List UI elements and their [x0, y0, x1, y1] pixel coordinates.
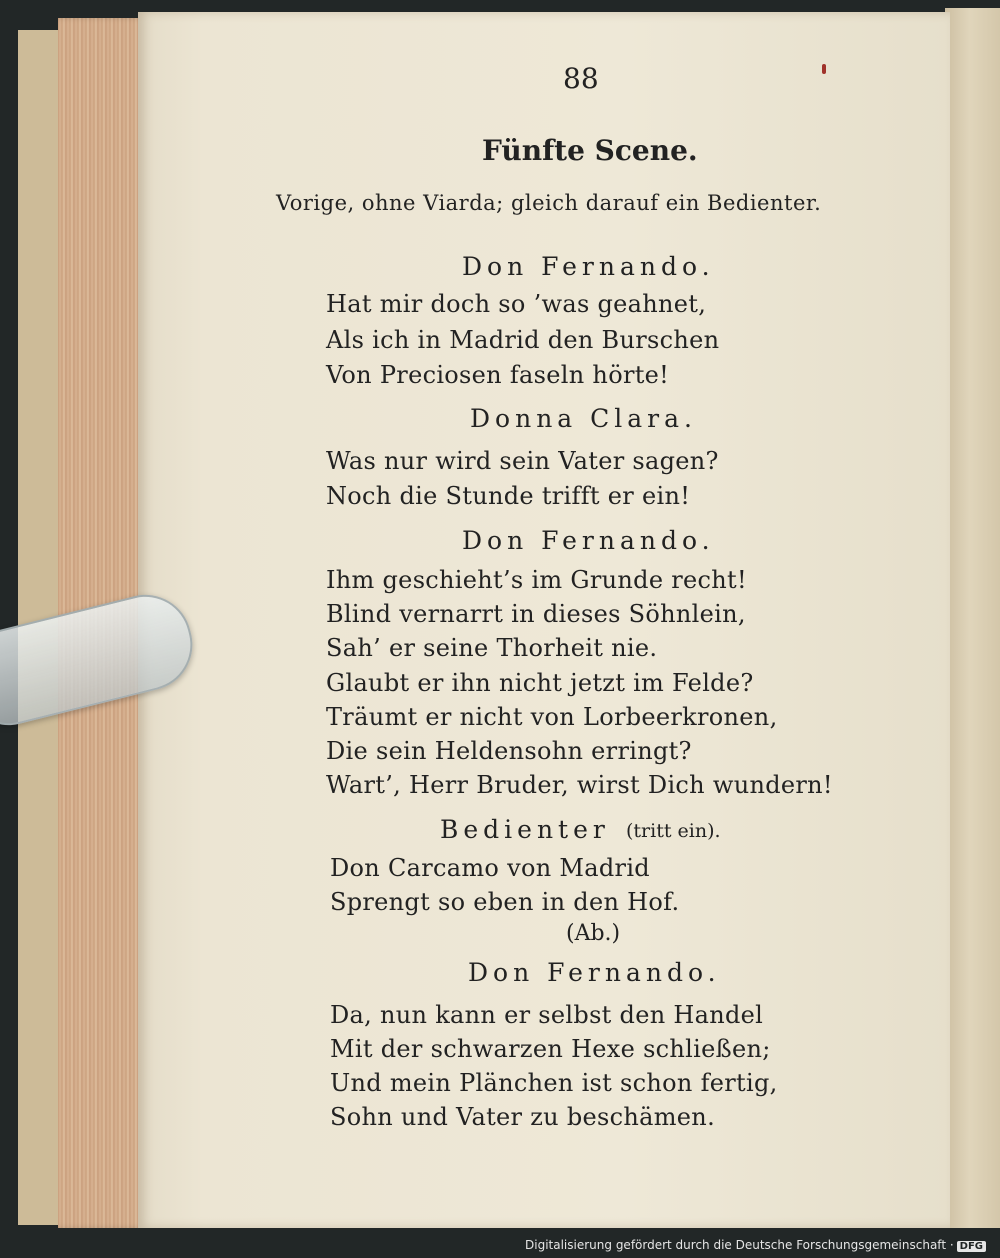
- verse-line: Da, nun kann er selbst den Handel: [330, 1001, 764, 1029]
- ink-mark: [822, 64, 826, 74]
- verse-line: Sprengt so eben in den Hof.: [330, 888, 680, 916]
- verse-line: Mit der schwarzen Hexe schließen;: [330, 1035, 771, 1063]
- speaker-label: Don Fernando.: [468, 958, 721, 987]
- verse-line: Ihm geschieht’s im Grunde recht!: [326, 566, 747, 594]
- stage-direction-inline: (tritt ein).: [626, 820, 721, 842]
- verse-line: Blind vernarrt in dieses Söhnlein,: [326, 600, 746, 628]
- digitization-credit: [525, 1238, 986, 1252]
- verse-line: Träumt er nicht von Lorbeerkronen,: [326, 703, 778, 731]
- verse-line: Wart’, Herr Bruder, wirst Dich wundern!: [326, 771, 833, 799]
- speaker-label: Don Fernando.: [462, 252, 715, 281]
- speaker-label: Don Fernando.: [462, 526, 715, 555]
- verse-line: Glaubt er ihn nicht jetzt im Felde?: [326, 669, 754, 697]
- verse-line: Was nur wird sein Vater sagen?: [326, 447, 719, 475]
- stage-direction: Vorige, ohne Viarda; gleich darauf ein Bedienter.: [276, 191, 822, 215]
- page-number: 88: [563, 62, 599, 95]
- dfg-logo: DFG: [957, 1241, 986, 1252]
- verse-line: Hat mir doch so ’was geahnet,: [326, 290, 707, 318]
- verse-line: Von Preciosen faseln hörte!: [326, 361, 670, 389]
- speaker-label: Bedienter: [440, 815, 610, 844]
- verse-line: Noch die Stunde trifft er ein!: [326, 482, 691, 510]
- verse-line: Don Carcamo von Madrid: [330, 854, 650, 882]
- facing-page-edge: [945, 8, 1000, 1228]
- verse-line: Sah’ er seine Thorheit nie.: [326, 634, 658, 662]
- verse-line: Als ich in Madrid den Burschen: [326, 326, 720, 354]
- verse-line: Die sein Heldensohn erringt?: [326, 737, 692, 765]
- speaker-label: Donna Clara.: [470, 404, 697, 433]
- scene-title: Fünfte Scene.: [482, 134, 698, 167]
- verse-line: Und mein Plänchen ist schon fertig,: [330, 1069, 778, 1097]
- credit-text: Digitalisierung gefördert durch die Deutsche Forschungsgemeinschaft ·: [525, 1238, 954, 1252]
- exit-direction: (Ab.): [566, 921, 621, 946]
- verse-line: Sohn und Vater zu beschämen.: [330, 1103, 715, 1131]
